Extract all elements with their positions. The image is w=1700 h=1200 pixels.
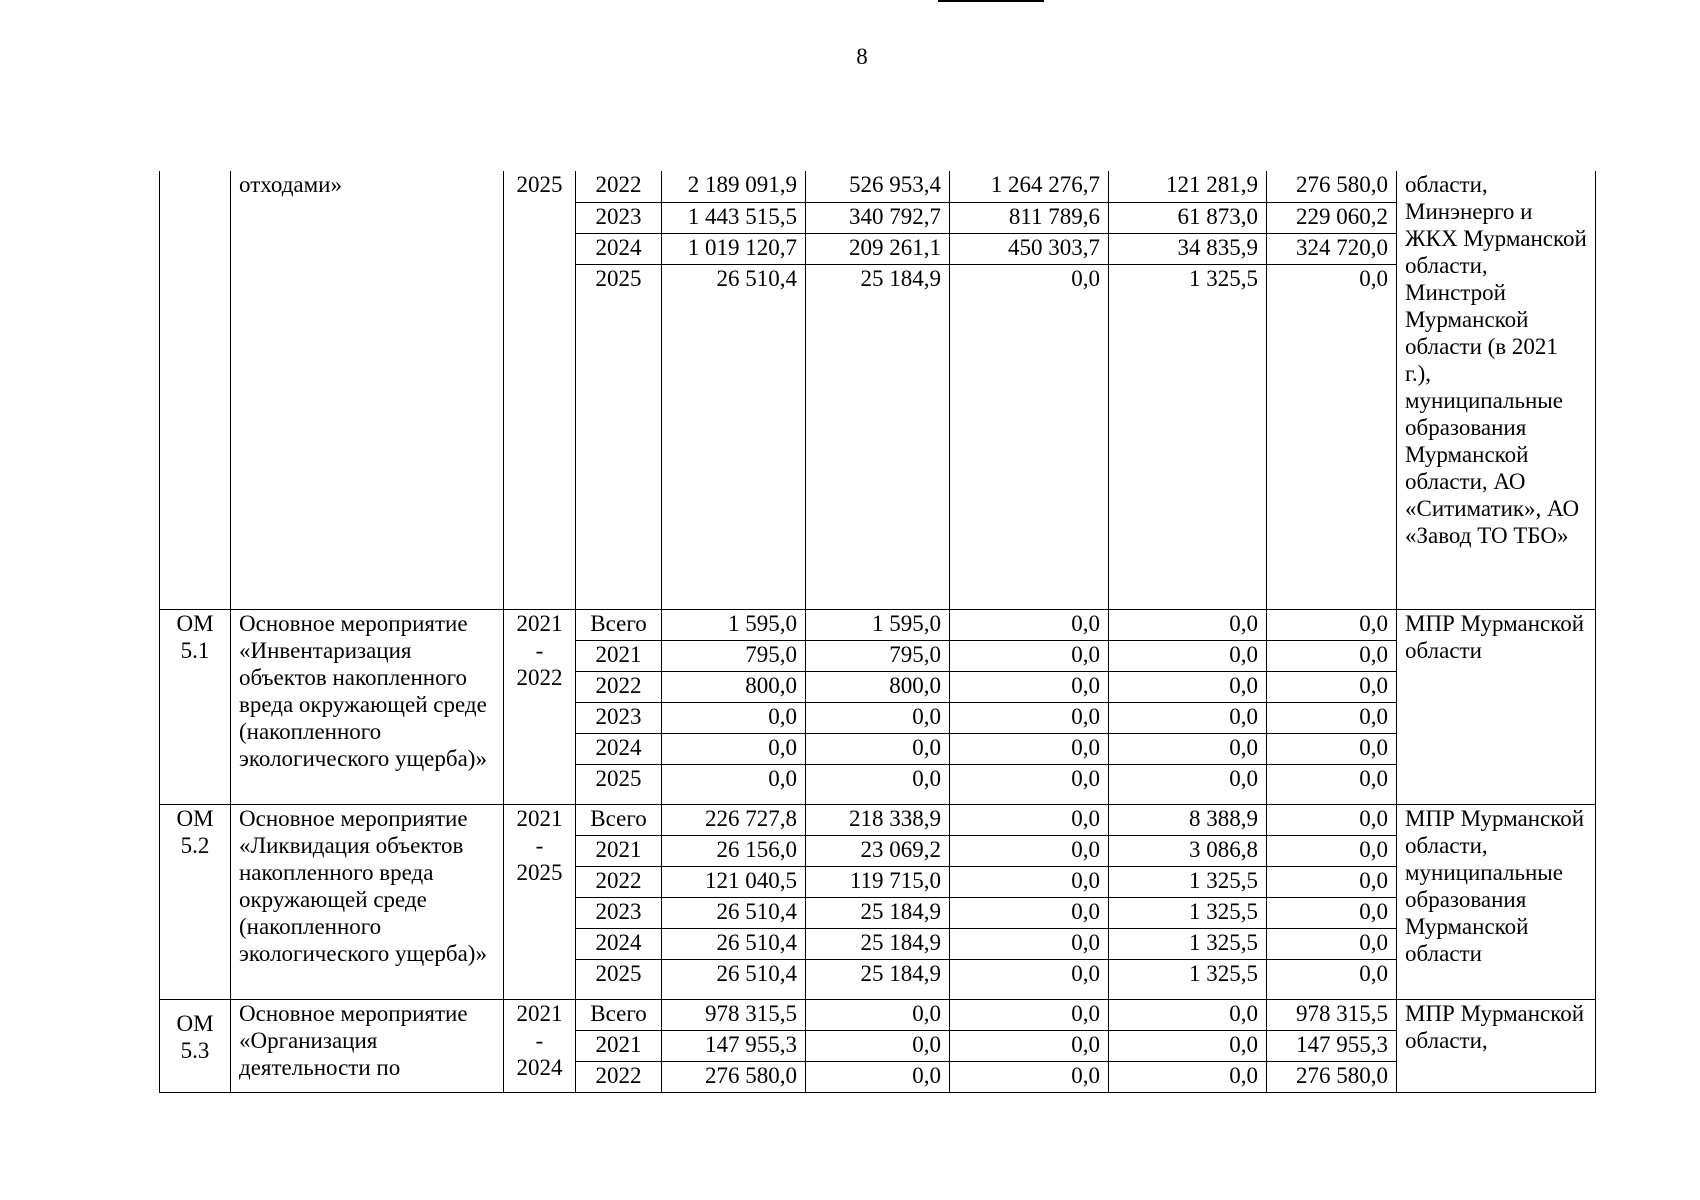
total-cell: 26 510,4 bbox=[662, 264, 806, 609]
federal-cell: 25 184,9 bbox=[806, 264, 950, 609]
table-row bbox=[160, 999, 1596, 1030]
local-cell: 0,0 bbox=[1109, 609, 1267, 640]
local-cell: 0,0 bbox=[1109, 702, 1267, 733]
measure-name: Основное мероприятие «Ликвидация объектов накопленного вреда окружающей среде (накопленного экологического ущерба)» bbox=[231, 804, 504, 999]
measure-name: отходами» bbox=[231, 171, 504, 609]
extra-budget-cell: 0,0 bbox=[1267, 959, 1397, 999]
regional-cell: 450 303,7 bbox=[950, 233, 1109, 264]
federal-cell: 25 184,9 bbox=[806, 928, 950, 959]
period-start: 2021 bbox=[516, 1000, 563, 1026]
table-row bbox=[160, 171, 1596, 202]
regional-cell: 0,0 bbox=[950, 733, 1109, 764]
table-row bbox=[160, 804, 1596, 835]
period-end: 2024 bbox=[516, 1054, 563, 1080]
federal-cell: 1 595,0 bbox=[806, 609, 950, 640]
extra-budget-cell: 147 955,3 bbox=[1267, 1030, 1397, 1061]
regional-cell: 0,0 bbox=[950, 959, 1109, 999]
total-cell: 26 510,4 bbox=[662, 959, 806, 999]
executor-cell: МПР Мурманской области, муниципальные образования Мурманской области bbox=[1397, 804, 1596, 999]
regional-cell: 0,0 bbox=[950, 928, 1109, 959]
federal-cell: 795,0 bbox=[806, 640, 950, 671]
year-cell: Всего bbox=[576, 804, 662, 835]
federal-cell: 25 184,9 bbox=[806, 897, 950, 928]
period-cell bbox=[504, 999, 576, 1092]
measure-code: ОМ 5.2 bbox=[160, 804, 231, 999]
extra-budget-cell: 0,0 bbox=[1267, 640, 1397, 671]
regional-cell: 0,0 bbox=[950, 804, 1109, 835]
regional-cell: 0,0 bbox=[950, 999, 1109, 1030]
measure-name: Основное мероприятие «Организация деятельности по bbox=[231, 999, 504, 1092]
period-end: 2025 bbox=[516, 859, 563, 885]
year-cell: 2025 bbox=[576, 264, 662, 609]
total-cell: 1 595,0 bbox=[662, 609, 806, 640]
regional-cell: 0,0 bbox=[950, 835, 1109, 866]
total-cell: 26 156,0 bbox=[662, 835, 806, 866]
federal-cell: 0,0 bbox=[806, 733, 950, 764]
period-cell bbox=[504, 804, 576, 999]
executor-cell: области, Минэнерго и ЖКХ Мурманской области, Минстрой Мурманской области (в 2021 г.), муниципальные образования Мурманской области, АО «Ситиматик», АО «Завод ТО ТБО» bbox=[1397, 171, 1596, 609]
page-number: 8 bbox=[856, 44, 868, 69]
extra-budget-cell: 276 580,0 bbox=[1267, 171, 1397, 202]
total-cell: 0,0 bbox=[662, 733, 806, 764]
local-cell: 0,0 bbox=[1109, 1030, 1267, 1061]
total-cell: 0,0 bbox=[662, 702, 806, 733]
year-cell: 2024 bbox=[576, 233, 662, 264]
federal-cell: 119 715,0 bbox=[806, 866, 950, 897]
total-cell: 1 019 120,7 bbox=[662, 233, 806, 264]
extra-budget-cell: 0,0 bbox=[1267, 702, 1397, 733]
local-cell: 1 325,5 bbox=[1109, 866, 1267, 897]
total-cell: 978 315,5 bbox=[662, 999, 806, 1030]
extra-budget-cell: 0,0 bbox=[1267, 804, 1397, 835]
local-cell: 0,0 bbox=[1109, 671, 1267, 702]
federal-cell: 218 338,9 bbox=[806, 804, 950, 835]
regional-cell: 0,0 bbox=[950, 1030, 1109, 1061]
financing-table bbox=[159, 171, 1596, 1093]
extra-budget-cell: 0,0 bbox=[1267, 835, 1397, 866]
year-cell: 2021 bbox=[576, 835, 662, 866]
total-cell: 795,0 bbox=[662, 640, 806, 671]
measure-name: Основное мероприятие «Инвентаризация объектов накопленного вреда окружающей среде (накопленного экологического ущерба)» bbox=[231, 609, 504, 804]
executor-cell: МПР Мурманской области, bbox=[1397, 999, 1596, 1092]
federal-cell: 209 261,1 bbox=[806, 233, 950, 264]
year-cell: 2021 bbox=[576, 640, 662, 671]
measure-code: ОМ 5.3 bbox=[160, 999, 231, 1092]
local-cell: 34 835,9 bbox=[1109, 233, 1267, 264]
federal-cell: 25 184,9 bbox=[806, 959, 950, 999]
extra-budget-cell: 324 720,0 bbox=[1267, 233, 1397, 264]
period-start: 2021 bbox=[516, 610, 563, 636]
year-cell: 2022 bbox=[576, 671, 662, 702]
extra-budget-cell: 276 580,0 bbox=[1267, 1061, 1397, 1092]
executor-cell: МПР Мурманской области bbox=[1397, 609, 1596, 804]
extra-budget-cell: 0,0 bbox=[1267, 671, 1397, 702]
year-cell: 2023 bbox=[576, 897, 662, 928]
extra-budget-cell: 0,0 bbox=[1267, 866, 1397, 897]
local-cell: 121 281,9 bbox=[1109, 171, 1267, 202]
regional-cell: 0,0 bbox=[950, 764, 1109, 804]
federal-cell: 23 069,2 bbox=[806, 835, 950, 866]
regional-cell: 0,0 bbox=[950, 640, 1109, 671]
total-cell: 1 443 515,5 bbox=[662, 202, 806, 233]
period-cell bbox=[504, 609, 576, 804]
period-dash: - bbox=[535, 1027, 544, 1053]
year-cell: 2022 bbox=[576, 866, 662, 897]
extra-budget-cell: 0,0 bbox=[1267, 897, 1397, 928]
extra-budget-cell: 0,0 bbox=[1267, 733, 1397, 764]
year-cell: 2024 bbox=[576, 928, 662, 959]
period-end: 2022 bbox=[516, 664, 563, 690]
extra-budget-cell: 0,0 bbox=[1267, 764, 1397, 804]
regional-cell: 0,0 bbox=[950, 671, 1109, 702]
measure-code: ОМ 5.1 bbox=[160, 609, 231, 804]
federal-cell: 526 953,4 bbox=[806, 171, 950, 202]
year-cell: 2022 bbox=[576, 1061, 662, 1092]
local-cell: 1 325,5 bbox=[1109, 928, 1267, 959]
year-cell: Всего bbox=[576, 999, 662, 1030]
local-cell: 0,0 bbox=[1109, 764, 1267, 804]
year-cell: 2023 bbox=[576, 702, 662, 733]
year-cell: 2025 bbox=[576, 959, 662, 999]
period-start: 2021 bbox=[516, 805, 563, 831]
federal-cell: 0,0 bbox=[806, 999, 950, 1030]
federal-cell: 0,0 bbox=[806, 764, 950, 804]
total-cell: 800,0 bbox=[662, 671, 806, 702]
total-cell: 147 955,3 bbox=[662, 1030, 806, 1061]
code-cell bbox=[160, 171, 231, 609]
regional-cell: 0,0 bbox=[950, 702, 1109, 733]
regional-cell: 0,0 bbox=[950, 897, 1109, 928]
federal-cell: 0,0 bbox=[806, 1061, 950, 1092]
local-cell: 61 873,0 bbox=[1109, 202, 1267, 233]
extra-budget-cell: 0,0 bbox=[1267, 264, 1397, 609]
total-cell: 2 189 091,9 bbox=[662, 171, 806, 202]
regional-cell: 0,0 bbox=[950, 866, 1109, 897]
total-cell: 0,0 bbox=[662, 764, 806, 804]
year-cell: Всего bbox=[576, 609, 662, 640]
local-cell: 0,0 bbox=[1109, 733, 1267, 764]
total-cell: 26 510,4 bbox=[662, 897, 806, 928]
total-cell: 276 580,0 bbox=[662, 1061, 806, 1092]
regional-cell: 0,0 bbox=[950, 264, 1109, 609]
extra-budget-cell: 229 060,2 bbox=[1267, 202, 1397, 233]
period-dash: - bbox=[535, 832, 544, 858]
year-cell: 2023 bbox=[576, 202, 662, 233]
top-rule bbox=[938, 0, 1044, 2]
local-cell: 3 086,8 bbox=[1109, 835, 1267, 866]
federal-cell: 0,0 bbox=[806, 1030, 950, 1061]
local-cell: 0,0 bbox=[1109, 1061, 1267, 1092]
local-cell: 8 388,9 bbox=[1109, 804, 1267, 835]
extra-budget-cell: 0,0 bbox=[1267, 609, 1397, 640]
year-cell: 2025 bbox=[576, 764, 662, 804]
federal-cell: 0,0 bbox=[806, 702, 950, 733]
federal-cell: 340 792,7 bbox=[806, 202, 950, 233]
table-row bbox=[160, 609, 1596, 640]
year-cell: 2021 bbox=[576, 1030, 662, 1061]
extra-budget-cell: 0,0 bbox=[1267, 928, 1397, 959]
federal-cell: 800,0 bbox=[806, 671, 950, 702]
period-dash: - bbox=[535, 637, 544, 663]
total-cell: 121 040,5 bbox=[662, 866, 806, 897]
local-cell: 1 325,5 bbox=[1109, 959, 1267, 999]
local-cell: 0,0 bbox=[1109, 640, 1267, 671]
year-cell: 2022 bbox=[576, 171, 662, 202]
local-cell: 0,0 bbox=[1109, 999, 1267, 1030]
period-cell: 2025 bbox=[504, 171, 576, 609]
local-cell: 1 325,5 bbox=[1109, 264, 1267, 609]
regional-cell: 0,0 bbox=[950, 609, 1109, 640]
extra-budget-cell: 978 315,5 bbox=[1267, 999, 1397, 1030]
regional-cell: 0,0 bbox=[950, 1061, 1109, 1092]
year-cell: 2024 bbox=[576, 733, 662, 764]
local-cell: 1 325,5 bbox=[1109, 897, 1267, 928]
total-cell: 26 510,4 bbox=[662, 928, 806, 959]
regional-cell: 1 264 276,7 bbox=[950, 171, 1109, 202]
total-cell: 226 727,8 bbox=[662, 804, 806, 835]
regional-cell: 811 789,6 bbox=[950, 202, 1109, 233]
